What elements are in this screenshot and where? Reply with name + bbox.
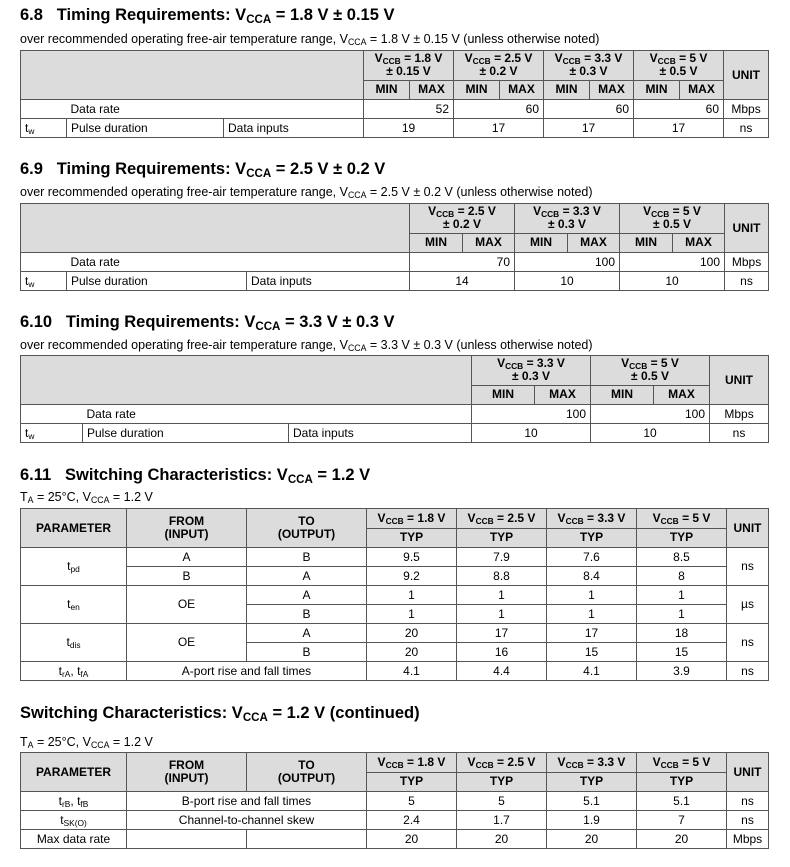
table-cell: 8 [637,567,727,586]
header-cell: MAX [680,80,724,99]
table-cell [544,100,590,119]
table-cell: 1 [637,605,727,624]
table-cell: B-port rise and fall times [127,792,367,811]
table-cell: 4.4 [457,662,547,681]
table-cell [591,405,654,424]
table-cell: ns [727,811,769,830]
table-cell [21,100,67,119]
table-row [21,624,769,643]
header-cell: $V_{CCB} = 1.8$ V [367,509,457,529]
header-cell: PARAMETER [21,509,127,548]
header-cell: TYP [457,772,547,792]
col-header: $V_{CCB} = 5$ V ± 0.5 V [634,51,724,81]
table-cell: 17 [547,624,637,643]
table-row [21,753,769,773]
table-cell: 14 [410,272,515,291]
table-cell: ns [727,662,769,681]
table-row [21,567,769,586]
table-cell: 1 [547,605,637,624]
table-cell: 2.4 [367,811,457,830]
header-cell: TYP [457,528,547,548]
table-cell: Data rate [67,100,364,119]
section-6-11-title: 6.11 Switching Characteristics: $V_{CCA} = 1.2$ V [20,466,371,486]
table-cell: $t_w$ [21,272,67,291]
table-cell: A [247,586,367,605]
table-cell: Mbps [724,100,769,119]
section-6-8-caption: over recommended operating free-air temperature range, $V_{CCA} = 1.8$ V ± 0.15 V (unless otherwise noted) [20,32,600,48]
header-cell: MAX [500,80,544,99]
header-cell: TYP [637,528,727,548]
table-cell: Data rate [83,405,472,424]
header-cell: $V_{CCB} = 3.3$ V [547,753,637,773]
table-cell [364,100,410,119]
table-cell: 1 [547,586,637,605]
table-row [21,100,769,119]
header-cell: MIN [410,233,463,252]
table-6-10 [20,355,769,443]
table-cell: 1 [457,605,547,624]
table-cell: $t_{dis}$ [21,624,127,662]
table-cell: 8.4 [547,567,637,586]
table-cell [21,51,364,100]
table-cell: 20 [637,830,727,849]
table-row [21,204,769,234]
table-cell: $t_w$ [21,119,67,138]
table-cell: A-port rise and fall times [127,662,367,681]
header-cell: UNIT [727,753,769,792]
table-cell: ns [710,424,769,443]
unit-header: UNIT [725,204,769,253]
table-cell: A [247,567,367,586]
table-cell: ns [725,272,769,291]
header-cell: TYP [547,772,637,792]
table-cell: OE [127,624,247,662]
table-cell: Max data rate [21,830,127,849]
table-cell [472,405,535,424]
table-cell: ns [724,119,769,138]
table-cell: Pulse duration [83,424,289,443]
header-cell: MAX [673,233,725,252]
table-row [21,51,769,81]
header-cell: FROM (INPUT) [127,753,247,792]
table-cell: B [127,567,247,586]
table-cell [634,100,680,119]
header-cell: $V_{CCB} = 3.3$ V [547,509,637,529]
table-cell: ns [727,792,769,811]
table-cell: 18 [637,624,727,643]
table-cell: Mbps [725,253,769,272]
table-row [21,811,769,830]
table-cell: 5 [367,792,457,811]
table-cell: Data rate [67,253,410,272]
col-header: $V_{CCB} = 1.8$ V ± 0.15 V [364,51,454,81]
table-cell: $t_{rA}$, $t_{fA}$ [21,662,127,681]
table-row [21,253,769,272]
table-cell: 100 [535,405,591,424]
header-cell: MAX [410,80,454,99]
table-cell: 17 [634,119,724,138]
table-cell [454,100,500,119]
table-cell: B [247,643,367,662]
table-cell: 5 [457,792,547,811]
table-cell: 1 [457,586,547,605]
table-cell: Data inputs [247,272,410,291]
table-cell: ns [727,624,769,662]
header-cell: $V_{CCB} = 2.5$ V [457,753,547,773]
table-cell: Mbps [727,830,769,849]
table-cell: A [127,548,247,567]
table-cell: 60 [590,100,634,119]
header-cell: TYP [637,772,727,792]
table-cell: 60 [680,100,724,119]
table-cell: $t_{rB}$, $t_{fB}$ [21,792,127,811]
section-6-9-caption: over recommended operating free-air temperature range, $V_{CCA} = 2.5$ V ± 0.2 V (unless otherwise noted) [20,185,593,201]
table-row [21,356,769,386]
table-cell: 1 [367,586,457,605]
table-cell [21,204,410,253]
table-cell: 7.9 [457,548,547,567]
table-cell [515,253,568,272]
table-cell: 7.6 [547,548,637,567]
table-cell: 15 [637,643,727,662]
table-cell: 9.2 [367,567,457,586]
table-cell: B [247,605,367,624]
col-header: $V_{CCB} = 2.5$ V ± 0.2 V [410,204,515,234]
table-cell: 17 [454,119,544,138]
section-continued-title: Switching Characteristics: $V_{CCA} = 1.2$ V (continued) [20,704,420,724]
table-cell: 17 [544,119,634,138]
table-cell [127,830,247,849]
table-row [21,424,769,443]
table-cell: 10 [515,272,620,291]
header-cell: $V_{CCB} = 5$ V [637,509,727,529]
header-cell: MAX [654,385,710,404]
table-cell: Data inputs [289,424,472,443]
header-cell: TO (OUTPUT) [247,753,367,792]
table-cell [21,253,67,272]
table-cell: 1 [367,605,457,624]
table-cell: 10 [620,272,725,291]
section-6-10-title: 6.10 Timing Requirements: $V_{CCA} = 3.3$ V ± 0.3 V [20,313,395,333]
header-cell: MAX [535,385,591,404]
table-cell: 16 [457,643,547,662]
table-cell [620,253,673,272]
table-row [21,272,769,291]
header-cell: TYP [367,772,457,792]
header-cell: UNIT [727,509,769,548]
table-cell: 4.1 [547,662,637,681]
table-cell: 3.9 [637,662,727,681]
table-cell: 100 [673,253,725,272]
header-cell: TO (OUTPUT) [247,509,367,548]
table-cell: 10 [472,424,591,443]
unit-header: UNIT [710,356,769,405]
table-cell: 20 [547,830,637,849]
table-cell: 20 [367,624,457,643]
table-row [21,830,769,849]
table-cell: 19 [364,119,454,138]
table-cell: 8.8 [457,567,547,586]
table-cell: 8.5 [637,548,727,567]
header-cell: $V_{CCB} = 5$ V [637,753,727,773]
table-cell: ns [727,548,769,586]
header-cell: MAX [590,80,634,99]
table-cell [21,356,472,405]
table-cell [21,405,83,424]
header-cell: MIN [591,385,654,404]
table-cell: $t_{pd}$ [21,548,127,586]
table-row [21,405,769,424]
table-cell: 60 [500,100,544,119]
col-header: $V_{CCB} = 5$ V ± 0.5 V [591,356,710,386]
col-header: $V_{CCB} = 3.3$ V ± 0.3 V [515,204,620,234]
table-6-11 [20,508,769,681]
table-cell: $t_{en}$ [21,586,127,624]
table-cell: 1.7 [457,811,547,830]
table-cell: $t_{SK(O)}$ [21,811,127,830]
section-continued-conditions: $T_A = 25^\circ C$, $V_{CCA} = 1.2$ V [20,735,153,751]
header-cell: PARAMETER [21,753,127,792]
col-header: $V_{CCB} = 5$ V ± 0.5 V [620,204,725,234]
table-cell: 52 [410,100,454,119]
table-cell: 1.9 [547,811,637,830]
table-cell [410,253,463,272]
table-row [21,662,769,681]
header-cell: MIN [364,80,410,99]
table-cell: B [247,548,367,567]
table-cell: 7 [637,811,727,830]
section-number: 6.8 [20,6,43,24]
table-cell: 70 [463,253,515,272]
table-cell: A [247,624,367,643]
table-cell: 20 [367,830,457,849]
table-row [21,548,769,567]
table-row [21,792,769,811]
table-6-8 [20,50,769,138]
header-cell: TYP [547,528,637,548]
header-cell: MAX [463,233,515,252]
header-cell: MAX [568,233,620,252]
header-cell: TYP [367,528,457,548]
header-cell: MIN [515,233,568,252]
section-6-11-conditions: $T_A = 25^\circ C$, $V_{CCA} = 1.2$ V [20,490,153,506]
header-cell: MIN [472,385,535,404]
table-cell: OE [127,586,247,624]
table-cell: 5.1 [547,792,637,811]
table-cell: 9.5 [367,548,457,567]
section-6-10-caption: over recommended operating free-air temperature range, $V_{CCA} = 3.3$ V ± 0.3 V (unless otherwise noted) [20,338,593,354]
header-cell: MIN [634,80,680,99]
table-cell: 100 [568,253,620,272]
table-row [21,119,769,138]
section-6-8-title: 6.8 Timing Requirements: $V_{CCA} = 1.8$ V ± 0.15 V [20,6,395,26]
header-cell: MIN [620,233,673,252]
table-cell: Pulse duration [67,272,247,291]
col-header: $V_{CCB} = 3.3$ V ± 0.3 V [544,51,634,81]
table-cell: 1 [637,586,727,605]
section-6-9-title: 6.9 Timing Requirements: $V_{CCA} = 2.5$ V ± 0.2 V [20,160,386,180]
table-cell: 100 [654,405,710,424]
table-cell: 17 [457,624,547,643]
table-cell: Channel-to-channel skew [127,811,367,830]
table-cell: Mbps [710,405,769,424]
table-continued [20,752,769,849]
table-cell: $t_w$ [21,424,83,443]
table-cell: 4.1 [367,662,457,681]
header-cell: FROM (INPUT) [127,509,247,548]
table-row [21,509,769,529]
table-6-9 [20,203,769,291]
table-cell [247,830,367,849]
table-cell: 5.1 [637,792,727,811]
table-cell: 10 [591,424,710,443]
header-cell: MIN [544,80,590,99]
table-cell: 15 [547,643,637,662]
table-cell: 20 [367,643,457,662]
header-cell: MIN [454,80,500,99]
table-cell: Data inputs [224,119,364,138]
col-header: $V_{CCB} = 3.3$ V ± 0.3 V [472,356,591,386]
header-cell: $V_{CCB} = 2.5$ V [457,509,547,529]
header-cell: $V_{CCB} = 1.8$ V [367,753,457,773]
unit-header: UNIT [724,51,769,100]
col-header: $V_{CCB} = 2.5$ V ± 0.2 V [454,51,544,81]
table-cell: Pulse duration [67,119,224,138]
table-cell: 20 [457,830,547,849]
table-cell: µs [727,586,769,624]
table-row [21,586,769,605]
